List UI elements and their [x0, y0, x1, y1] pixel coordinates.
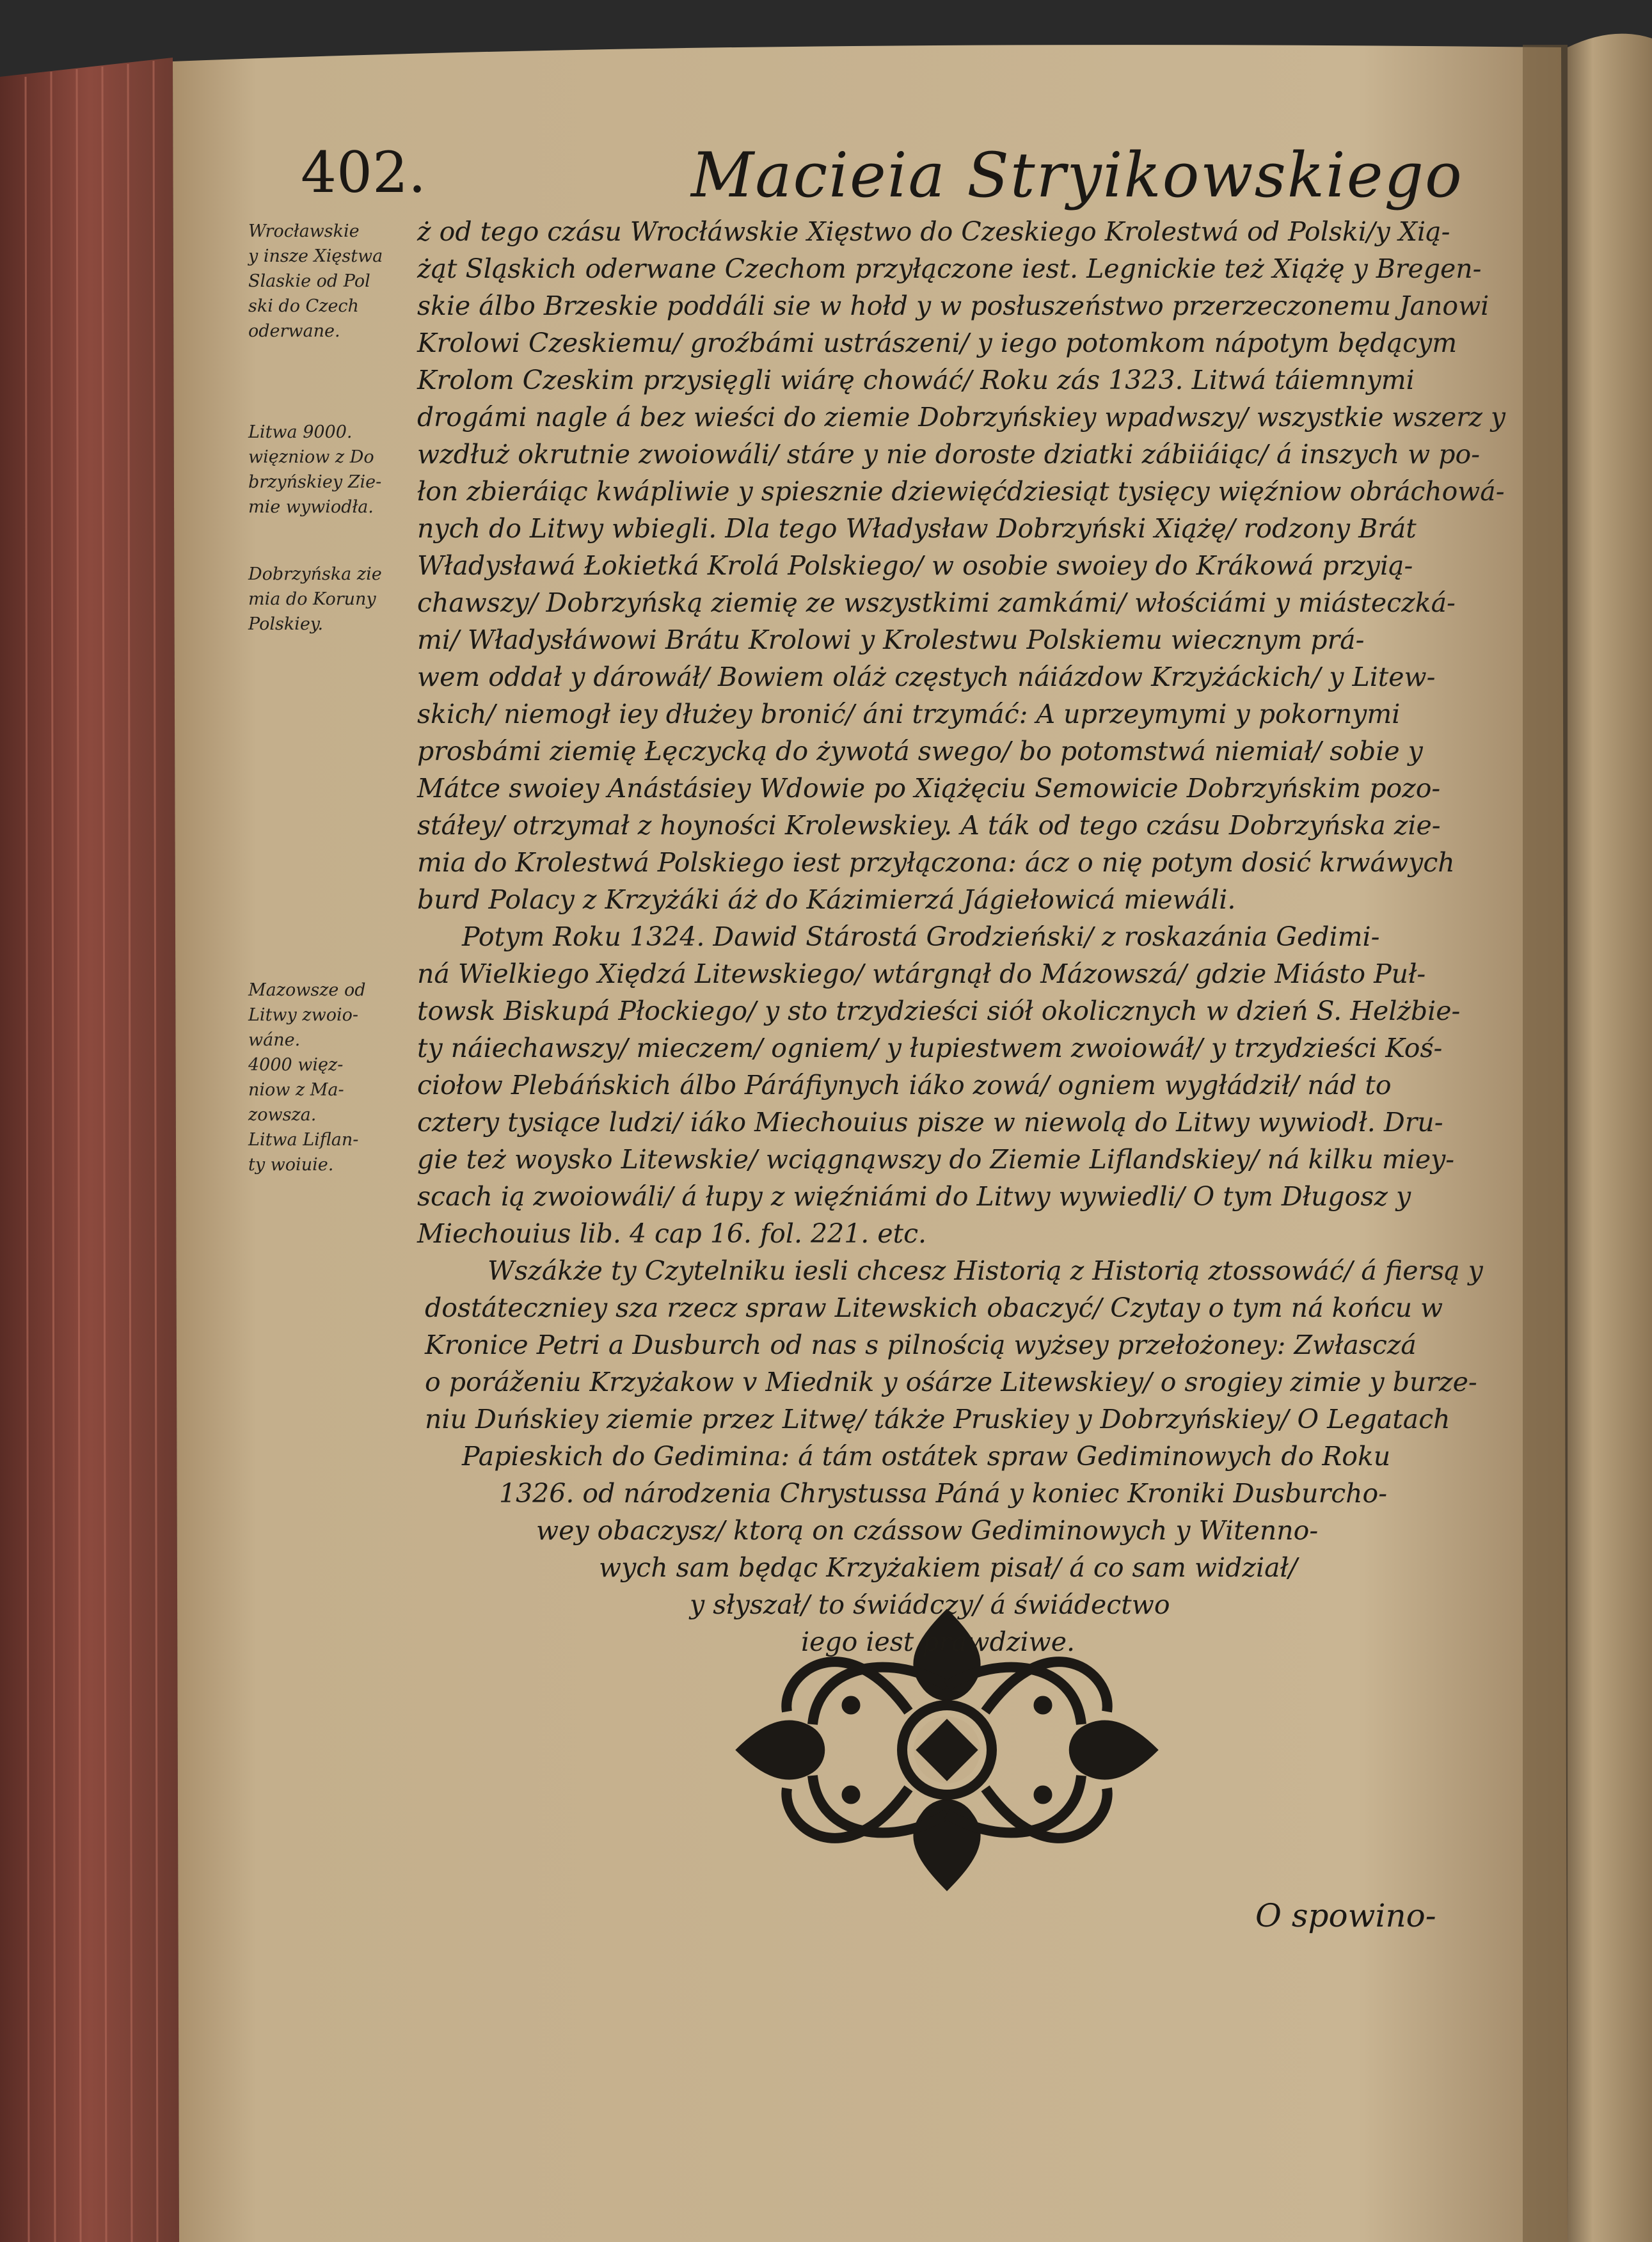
text-line: Mátce swoiey Anástásiey Wdowie po Xiążęciu Semowicie Dobrzyńskim pozo- [417, 773, 1441, 804]
text-line: żąt Sląskich oderwane Czechom przyłączone iest. Legnickie też Xiążę y Bregen- [417, 253, 1482, 284]
catchword: O spowino- [1255, 1897, 1436, 1934]
text-line: Miechouius lib. 4 cap 16. fol. 221. etc. [417, 1218, 927, 1249]
margin-note-captives [248, 420, 421, 520]
text-line: drogámi nagle á bez wieści do ziemie Dobrzyńskiey wpadwszy/ wszystkie wszerz y [417, 402, 1505, 433]
text-line: 1326. od národzenia Chrystussa Páná y koniec Kroniki Dusburcho- [499, 1478, 1388, 1509]
margin-note-line: mie wywiodła. [248, 497, 374, 517]
margin-note-dobrzyn [248, 562, 421, 637]
text-line: cztery tysiące ludzi/ iáko Miechouius pisze w niewolą do Litwy wywiodł. Dru- [417, 1107, 1443, 1138]
margin-note-line: ty woiuie. [248, 1155, 334, 1175]
margin-note-line: Polskiey. [248, 614, 324, 634]
margin-note-line: 4000 więz- [248, 1055, 344, 1075]
margin-note-line: zowsza. [248, 1105, 317, 1125]
text-line: niu Duńskiey ziemie przez Litwę/ tákże Pruskiey y Dobrzyńskiey/ O Legatach [425, 1404, 1450, 1435]
text-line: ná Wielkiego Xiędzá Litewskiego/ wtárgnął do Mázowszá/ gdzie Miásto Puł- [417, 958, 1426, 989]
page-number: 402. [301, 139, 426, 205]
running-title: Macieia Stryikowskiego [691, 139, 1463, 211]
text-line: wey obaczysz/ ktorą on czássow Gediminowych y Witenno- [536, 1515, 1319, 1546]
margin-note-line: Litwa Liflan- [248, 1130, 359, 1150]
text-line: mi/ Władysłáwowi Brátu Krolowi y Krolestwu Polskiemu wiecznym prá- [417, 624, 1365, 655]
text-line: dostáteczniey sza rzecz spraw Litewskich obaczyć/ Czytay o tym ná końcu w [425, 1292, 1443, 1323]
text-line: stáłey/ otrzymał z hoyności Krolewskiey. A ták od tego czásu Dobrzyńska zie- [417, 810, 1441, 841]
margin-note-line: oderwane. [248, 321, 340, 341]
text-line: Wszákże ty Czytelniku iesli chcesz Historią z Historią ztossowáć/ á fiersą y [488, 1255, 1483, 1286]
text-line: ciołow Plebáńskich álbo Páráfiynych iáko zowá/ ogniem wygłádził/ nád to [417, 1070, 1392, 1101]
margin-note-line: y insze Xięstwa [248, 246, 383, 266]
text-line: nych do Litwy wbiegli. Dla tego Władysław Dobrzyński Xiążę/ rodzony Brát [417, 513, 1417, 544]
text-line: wzdłuż okrutnie zwoiowáli/ stáre y nie doroste dziatki zábiiáiąc/ á inszych w po- [417, 439, 1481, 470]
text-line: skich/ niemogł iey dłużey bronić/ áni trzymáć: A uprzeymymi y pokornymi [417, 699, 1401, 729]
text-line: mia do Krolestwá Polskiego iest przyłączona: ácz o nię potym dosić krwáwych [417, 847, 1455, 878]
text-line: prosbámi ziemię Łęczycką do żywotá swego/ bo potomstwá niemiał/ sobie y [417, 736, 1423, 767]
text-line: Krolom Czeskim przysięgli wiárę chowáć/ Roku zás 1323. Litwá táiemnymi [417, 365, 1415, 395]
margin-note-line: Slaskie od Pol [248, 271, 370, 291]
text-line: Potym Roku 1324. Dawid Stárostá Grodzieński/ z roskazánia Gedimi- [462, 921, 1380, 952]
margin-note-line: wáne. [248, 1030, 301, 1050]
margin-note-line: Mazowsze od [248, 980, 366, 1000]
text-line: ty náiechawszy/ mieczem/ ogniem/ y łupiestwem zwoiowáł/ y trzydzieści Koś- [417, 1033, 1443, 1063]
margin-note-line: Dobrzyńska zie [248, 564, 382, 584]
text-line: łon zbieráiąc kwápliwie y spiesznie dziewięćdziesiąt tysięcy więźniow obráchowá- [417, 476, 1505, 507]
text-line: Papieskich do Gedimina: á tám ostátek spraw Gediminowych do Roku [462, 1441, 1391, 1472]
text-line: y słyszał/ to świádczy/ á świádectwo [690, 1589, 1170, 1620]
text-line: o poráženiu Krzyżakow v Miednik y ośárze Litewskiey/ o srogiey zimie y burze- [425, 1367, 1477, 1397]
text-line: Władysławá Łokietká Krolá Polskiego/ w osobie swoiey do Krákowá przyią- [417, 550, 1413, 581]
margin-note-line: niow z Ma- [248, 1080, 344, 1100]
text-line: gie też woysko Litewskie/ wciągnąwszy do Ziemie Liflandskiey/ ná kilku miey- [417, 1144, 1455, 1175]
margin-note-line: ski do Czech [248, 296, 359, 316]
margin-note-line: więzniow z Do [248, 447, 374, 467]
text-line: ż od tego czásu Wrocłáwskie Xięstwo do Czeskiego Krolestwá od Polski/y Xią- [417, 216, 1450, 247]
text-line: Kronice Petri a Dusburch od nas s pilnością wyżsey przełożoney: Zwłasczá [425, 1330, 1417, 1360]
text-line: iego iest prawdziwe. [801, 1626, 1075, 1657]
text-line: chawszy/ Dobrzyńską ziemię ze wszystkimi zamkámi/ włościámi y miásteczká- [417, 587, 1456, 618]
text-line: scach ią zwoiowáli/ á łupy z więźniámi do Litwy wywiedli/ O tym Długosz y [417, 1181, 1411, 1212]
text-line: Krolowi Czeskiemu/ groźbámi ustrászeni/ y iego potomkom nápotym będącym [417, 328, 1457, 358]
margin-note-line: Litwy zwoio- [248, 1005, 358, 1025]
margin-note-silesia [248, 219, 421, 344]
text-line: wych sam będąc Krzyżakiem pisał/ á co sam widział/ [599, 1552, 1298, 1583]
margin-note-line: mia do Koruny [248, 589, 376, 609]
margin-note-mazovia [248, 978, 421, 1177]
margin-note-line: Litwa 9000. [248, 422, 353, 442]
margin-note-line: brzyńskiey Zie- [248, 472, 382, 492]
text-line: towsk Biskupá Płockiego/ y sto trzydzieści siół okolicznych w dzień S. Helżbie- [417, 996, 1461, 1026]
page-header [0, 139, 1652, 216]
text-line: skie álbo Brzeskie poddáli sie w hołd y w posłuszeństwo przerzeczonemu Janowi [417, 290, 1489, 321]
margin-note-line: Wrocławskie [248, 221, 360, 241]
text-line: wem oddał y dárowáł/ Bowiem oláż częstych náiázdow Krzyżáckich/ y Litew- [417, 662, 1436, 692]
text-line: burd Polacy z Krzyżáki áż do Kázimierzá Jágiełowicá miewáli. [417, 884, 1236, 915]
